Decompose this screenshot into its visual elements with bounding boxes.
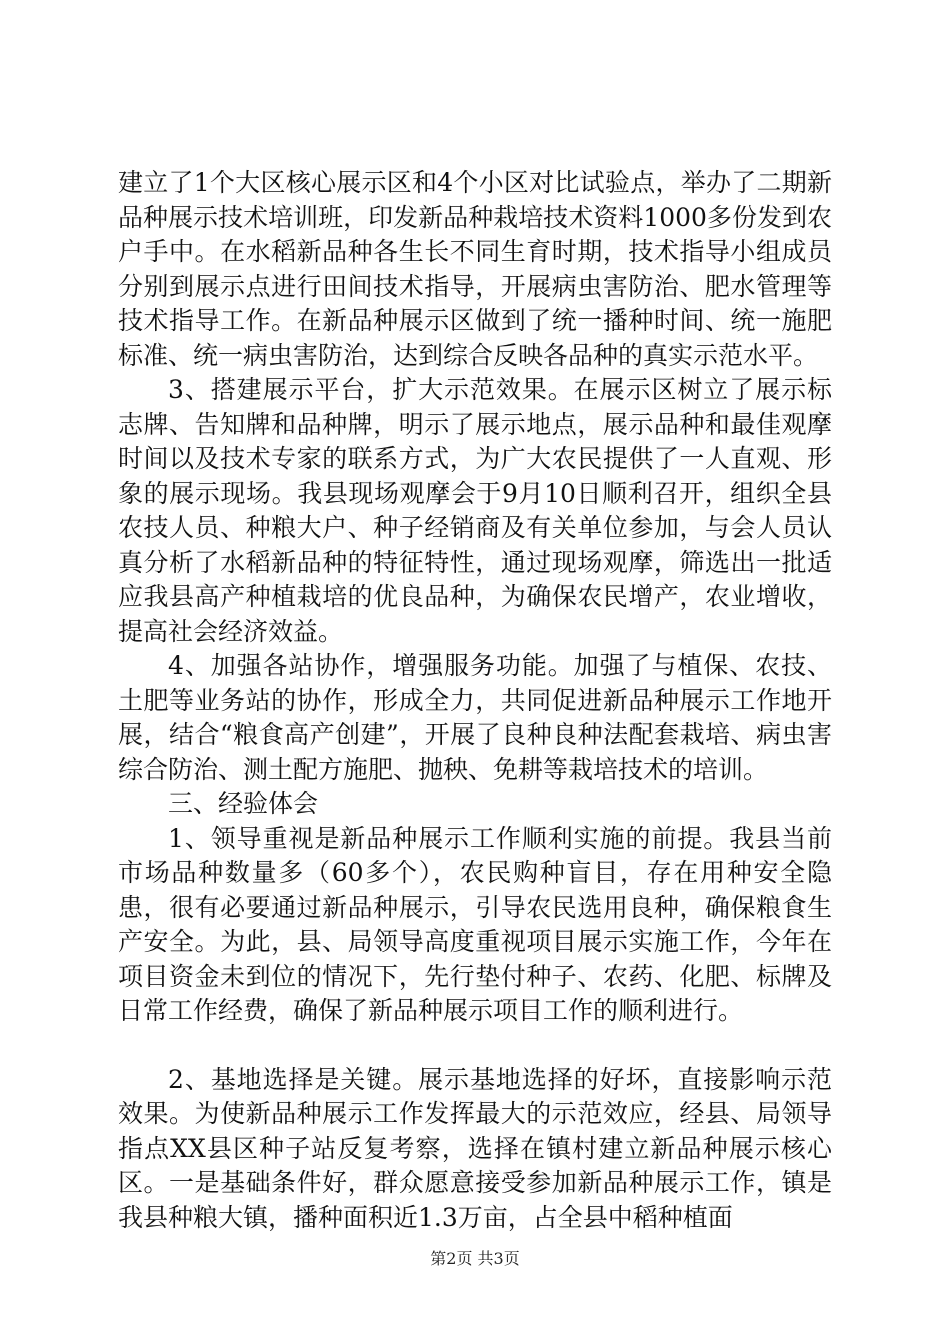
paragraph-5: 2、基地选择是关键。展示基地选择的好坏，直接影响示范效果。为使新品种展示工作发挥最大的示范效应，经县、局领导指点XX县区种子站反复考察，选择在镇村建立新品种展示核心区。一是基础条件好，群众愿意接受参加新品种展示工作，镇是我县种粮大镇，播种面积近1.3万亩，占全县中稻种植面 <box>118 1064 832 1232</box>
document-body <box>118 166 832 1235</box>
page-footer: 第2页 共3页 <box>430 1249 520 1268</box>
section-heading: 三、经验体会 <box>168 789 319 818</box>
paragraph-1: 建立了1个大区核心展示区和4个小区对比试验点，举办了二期新品种展示技术培训班，印发新品种栽培技术资料1000多份发到农户手中。在水稻新品种各生长不同生育时期，技术指导小组成员分别到展示点进行田间技术指导，开展病虫害防治、肥水管理等技术指导工作。在新品种展示区做到了统一播种时间、统一施肥标准、统一病虫害防治，达到综合反映各品种的真实示范水平。 <box>118 168 832 370</box>
paragraph-3: 4、加强各站协作，增强服务功能。加强了与植保、农技、土肥等业务站的协作，形成全力，共同促进新品种展示工作地开展，结合“粮食高产创建”，开展了良种良种法配套栽培、病虫害综合防治、测土配方施肥、抛秧、免耕等栽培技术的培训。 <box>118 651 832 784</box>
paragraph-4: 1、领导重视是新品种展示工作顺利实施的前提。我县当前市场品种数量多（60多个），农民购种盲目，存在用种安全隐患，很有必要通过新品种展示，引导农民选用良种，确保粮食生产安全。为此，县、局领导高度重视项目展示实施工作，今年在项目资金未到位的情况下，先行垫付种子、农药、化肥、标牌及日常工作经费，确保了新品种展示项目工作的顺利进行。 <box>118 823 832 1025</box>
paragraph-2: 3、搭建展示平台，扩大示范效果。在展示区树立了展示标志牌、告知牌和品种牌，明示了展示地点，展示品种和最佳观摩时间以及技术专家的联系方式，为广大农民提供了一人直观、形象的展示现场。我县现场观摩会于9月10日顺利召开，组织全县农技人员、种粮大户、种子经销商及有关单位参加，与会人员认真分析了水稻新品种的特征特性，通过现场观摩，筛选出一批适应我县高产种植栽培的优良品种，为确保农民增产，农业增收，提高社会经济效益。 <box>118 375 832 646</box>
paragraph-gap <box>118 1029 832 1063</box>
